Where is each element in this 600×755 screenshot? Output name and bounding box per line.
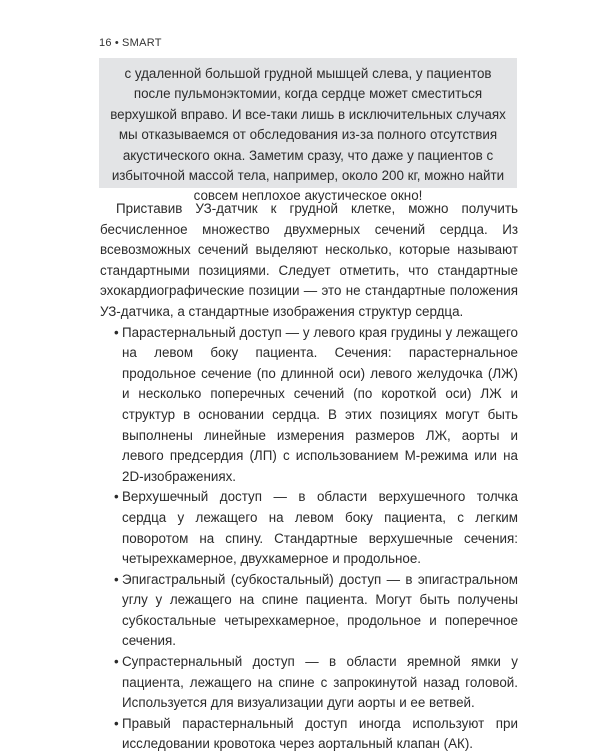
list-item — [100, 652, 518, 714]
running-head — [99, 37, 162, 49]
bullet-marker: • — [114, 324, 119, 340]
bullet-marker: • — [114, 489, 119, 505]
list-item — [100, 487, 518, 569]
callout-text: с удаленной большой грудной мышцей слева, у пациентов после пульмонэктомии, когда сердце может сместиться верхушкой вправо. И все-таки лишь в исключительных случаях мы отказываемся от обследования из-за полного отсутствия акустического окна. Заметим сразу, что даже у пациентов с избыточной массой тела, например, около 200 кг, можно найти совсем неплохое акустическое окно! — [110, 66, 506, 204]
access-list — [100, 323, 518, 755]
page-number: 16 — [99, 37, 112, 49]
list-item-text: Парастернальный доступ — у левого края грудины у лежащего на левом боку пациента. Сечения: парастернальное продольное сечение (по длинной оси) левого желудочка (ЛЖ) и несколько поперечных сечений (по короткой оси) ЛЖ и структур в основании сердца. В этих позициях могут быть выполнены линейные измерения размеров ЛЖ, аорты и левого предсердия (ЛП) с использованием М-режима или на 2D-изображениях. — [122, 324, 518, 484]
list-item — [100, 714, 518, 755]
header-separator: • — [114, 37, 119, 49]
list-item — [100, 570, 518, 652]
intro-paragraph: Приставив УЗ-датчик к грудной клетке, можно получить бесчисленное множество двухмерных сечений сердца. Из всевозможных сечений выделяют несколько, которые называют стандартными позициями. Следует отметить, что стандартные эхокардиографические позиции — это не стандартные положения УЗ-датчика, а стандартные изображения структур сердца. — [100, 201, 518, 319]
bullet-marker: • — [114, 654, 119, 670]
list-item — [100, 323, 518, 488]
bullet-marker: • — [114, 715, 119, 731]
list-item-text: Супрастернальный доступ — в области яремной ямки у пациента, лежащего на спине с запрокинутой назад головой. Используется для визуализации дуги аорты и ее ветвей. — [122, 654, 518, 711]
main-text — [100, 199, 518, 755]
book-title: SMART — [122, 37, 162, 49]
list-item-text: Правый парастернальный доступ иногда используют при исследовании кровотока через аортальный клапан (АК). — [122, 715, 518, 752]
bullet-marker: • — [114, 571, 119, 587]
list-item-text: Эпигастральный (субкостальный) доступ — в эпигастральном углу у лежащего на спине пациента. Могут быть получены субкостальные четырехкамерное, продольное и поперечное сечения. — [122, 571, 518, 649]
list-item-text: Верхушечный доступ — в области верхушечного толчка сердца у лежащего на левом боку пациента, с легким поворотом на спину. Стандартные верхушечные сечения: четырехкамерное, двухкамерное и продольное. — [122, 489, 518, 567]
callout-box — [99, 58, 517, 204]
